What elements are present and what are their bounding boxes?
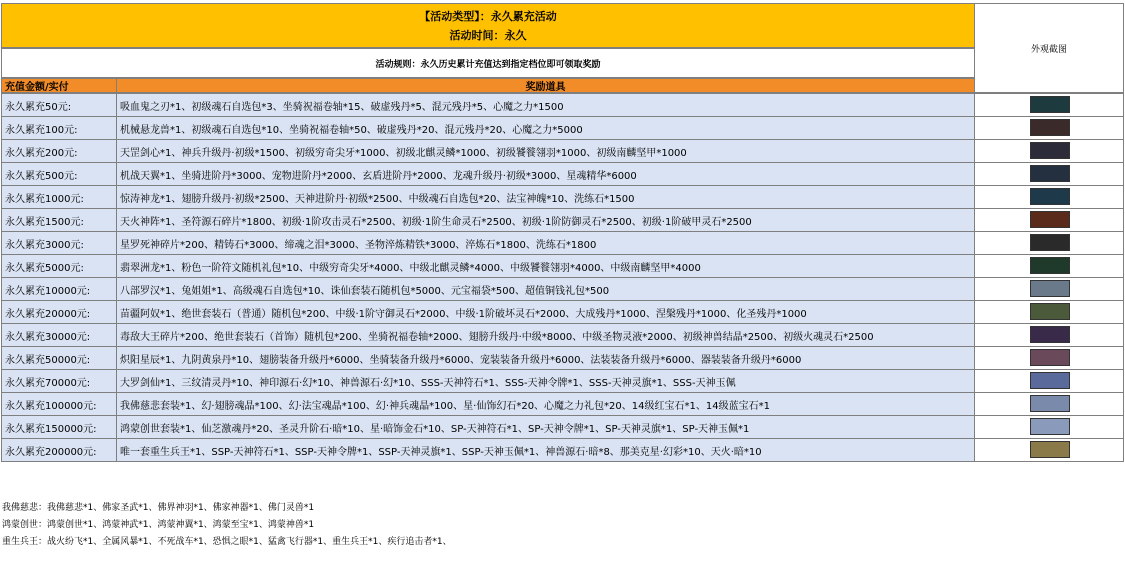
- appearance-thumbnail[interactable]: [1030, 303, 1070, 320]
- reward-amount: 永久累充20000元:: [1, 300, 117, 324]
- appearance-thumbnail[interactable]: [1030, 372, 1070, 389]
- appearance-thumbnail[interactable]: [1030, 165, 1070, 182]
- appearance-cell: [974, 277, 1124, 301]
- activity-type: 【活动类型】：永久累充活动: [419, 10, 557, 23]
- reward-items: 八部罗汉*1、兔姐姐*1、高级魂石自选包*10、诛仙套装石随机包*5000、元宝福袋*500、超值铜钱礼包*500: [116, 277, 975, 301]
- appearance-cell: [974, 231, 1124, 255]
- appearance-header: 外观截图: [974, 3, 1124, 93]
- reward-items: 机械悬龙兽*1、初级魂石自选包*10、坐骑祝福卷轴*50、破虚残丹*20、混元残丹*20、心魔之力*5000: [116, 116, 975, 140]
- appearance-thumbnail[interactable]: [1030, 418, 1070, 435]
- appearance-thumbnail[interactable]: [1030, 119, 1070, 136]
- reward-items: 吸血鬼之刃*1、初级魂石自选包*3、坐骑祝福卷轴*15、破虚残丹*5、混元残丹*5、心魔之力*1500: [116, 93, 975, 117]
- appearance-thumbnail[interactable]: [1030, 326, 1070, 343]
- column-amount: 充值金额/实付: [1, 78, 117, 93]
- appearance-cell: [974, 185, 1124, 209]
- appearance-thumbnail[interactable]: [1030, 96, 1070, 113]
- appearance-cell: [974, 162, 1124, 186]
- appearance-cell: [974, 369, 1124, 393]
- reward-items: 苗疆阿奴*1、绝世套装石（普通）随机包*200、中级·1阶守御灵石*2000、中级·1阶破坏灵石*2000、大成残丹*1000、涅槃残丹*1000、化圣残丹*1000: [116, 300, 975, 324]
- appearance-thumbnail[interactable]: [1030, 280, 1070, 297]
- note-line: 我佛慈悲：我佛慈悲*1、佛家圣武*1、佛界神羽*1、佛家神器*1、佛门灵兽*1: [2, 503, 315, 513]
- appearance-thumbnail[interactable]: [1030, 188, 1070, 205]
- reward-amount: 永久累充50000元:: [1, 346, 117, 370]
- reward-amount: 永久累充500元:: [1, 162, 117, 186]
- appearance-thumbnail[interactable]: [1030, 234, 1070, 251]
- appearance-cell: [974, 438, 1124, 462]
- reward-items: 炽阳星辰*1、九阴黄泉丹*10、翅膀装备升级丹*6000、坐骑装备升级丹*6000、宠装装备升级丹*6000、法装装备升级丹*6000、器装装备升级丹*6000: [116, 346, 975, 370]
- activity-time: 活动时间：永久: [449, 29, 527, 42]
- appearance-cell: [974, 139, 1124, 163]
- reward-amount: 永久累充10000元:: [1, 277, 117, 301]
- reward-items: 我佛慈悲套装*1、幻·翅膀魂晶*100、幻·法宝魂晶*100、幻·神兵魂晶*100、星·仙饰幻石*20、心魔之力礼包*20、14级红宝石*1、14级蓝宝石*1: [116, 392, 975, 416]
- reward-items: 天火神阵*1、圣符源石碎片*1800、初级·1阶攻击灵石*2500、初级·1阶生命灵石*2500、初级·1阶防御灵石*2500、初级·1阶破甲灵石*2500: [116, 208, 975, 232]
- note-line: 鸿蒙创世：鸿蒙创世*1、鸿蒙神武*1、鸿蒙神翼*1、鸿蒙至宝*1、鸿蒙神兽*1: [2, 520, 315, 530]
- reward-amount: 永久累充30000元:: [1, 323, 117, 347]
- reward-amount: 永久累充200元:: [1, 139, 117, 163]
- set-notes: [2, 500, 452, 551]
- note-line: 重生兵王：战火纷飞*1、全属风暴*1、不死战车*1、恐惧之眼*1、猛禽飞行器*1、重生兵王*1、疾行追击者*1、: [2, 537, 452, 547]
- reward-items: 翡翠洲龙*1、粉色一阶符文随机礼包*10、中级穷奇尖牙*4000、中级北麒灵鳞*4000、中级饕餮翎羽*4000、中级南麟坚甲*4000: [116, 254, 975, 278]
- reward-amount: 永久累充3000元:: [1, 231, 117, 255]
- reward-amount: 永久累充200000元:: [1, 438, 117, 462]
- appearance-cell: [974, 93, 1124, 117]
- reward-amount: 永久累充50元:: [1, 93, 117, 117]
- appearance-thumbnail[interactable]: [1030, 395, 1070, 412]
- reward-items: 大罗剑仙*1、三纹清灵丹*10、神印源石·幻*10、神兽源石·幻*10、SSS-天神符石*1、SSS-天神令牌*1、SSS-天神灵旗*1、SSS-天神玉佩: [116, 369, 975, 393]
- appearance-thumbnail[interactable]: [1030, 349, 1070, 366]
- reward-amount: 永久累充100000元:: [1, 392, 117, 416]
- column-reward: 奖励道具: [116, 78, 975, 93]
- appearance-cell: [974, 346, 1124, 370]
- appearance-cell: [974, 254, 1124, 278]
- appearance-cell: [974, 415, 1124, 439]
- reward-items: 鸿蒙创世套装*1、仙芝激魂丹*20、圣灵升阶石·暗*10、星·暗饰金石*10、SP-天神符石*1、SP-天神令牌*1、SP-天神灵旗*1、SP-天神玉佩*1: [116, 415, 975, 439]
- reward-amount: 永久累充5000元:: [1, 254, 117, 278]
- reward-items: 惊涛神龙*1、翅膀升级丹·初级*2500、天神进阶丹·初级*2500、中级魂石自选包*20、法宝神魄*10、洗练石*1500: [116, 185, 975, 209]
- appearance-thumbnail[interactable]: [1030, 211, 1070, 228]
- appearance-thumbnail[interactable]: [1030, 441, 1070, 458]
- reward-amount: 永久累充70000元:: [1, 369, 117, 393]
- reward-items: 星罗死神碎片*200、精铸石*3000、缔魂之泪*3000、圣物淬炼精铁*3000、淬炼石*1800、洗练石*1800: [116, 231, 975, 255]
- reward-items: 机战天翼*1、坐骑进阶丹*3000、宠物进阶丹*2000、玄盾进阶丹*2000、龙魂升级丹·初级*3000、星魂精华*6000: [116, 162, 975, 186]
- activity-header: [1, 3, 975, 48]
- appearance-cell: [974, 300, 1124, 324]
- appearance-cell: [974, 116, 1124, 140]
- appearance-cell: [974, 208, 1124, 232]
- reward-amount: 永久累充1000元:: [1, 185, 117, 209]
- appearance-thumbnail[interactable]: [1030, 257, 1070, 274]
- reward-items: 毒敌大王碎片*200、绝世套装石（首饰）随机包*200、坐骑祝福卷轴*2000、翅膀升级丹·中级*8000、中级圣物灵液*2000、初级神兽结晶*2500、初级火魂灵石*2500: [116, 323, 975, 347]
- reward-items: 天罡剑心*1、神兵升级丹·初级*1500、初级穷奇尖牙*1000、初级北麒灵鳞*1000、初级饕餮翎羽*1000、初级南麟坚甲*1000: [116, 139, 975, 163]
- appearance-cell: [974, 392, 1124, 416]
- reward-amount: 永久累充100元:: [1, 116, 117, 140]
- appearance-thumbnail[interactable]: [1030, 142, 1070, 159]
- reward-items: 唯一套重生兵王*1、SSP-天神符石*1、SSP-天神令牌*1、SSP-天神灵旗*1、SSP-天神玉佩*1、神兽源石·暗*8、那美克星·幻彩*10、天火·暗*10: [116, 438, 975, 462]
- reward-amount: 永久累充1500元:: [1, 208, 117, 232]
- activity-rules: 活动规则：永久历史累计充值达到指定档位即可领取奖励: [1, 48, 975, 78]
- reward-amount: 永久累充150000元:: [1, 415, 117, 439]
- appearance-cell: [974, 323, 1124, 347]
